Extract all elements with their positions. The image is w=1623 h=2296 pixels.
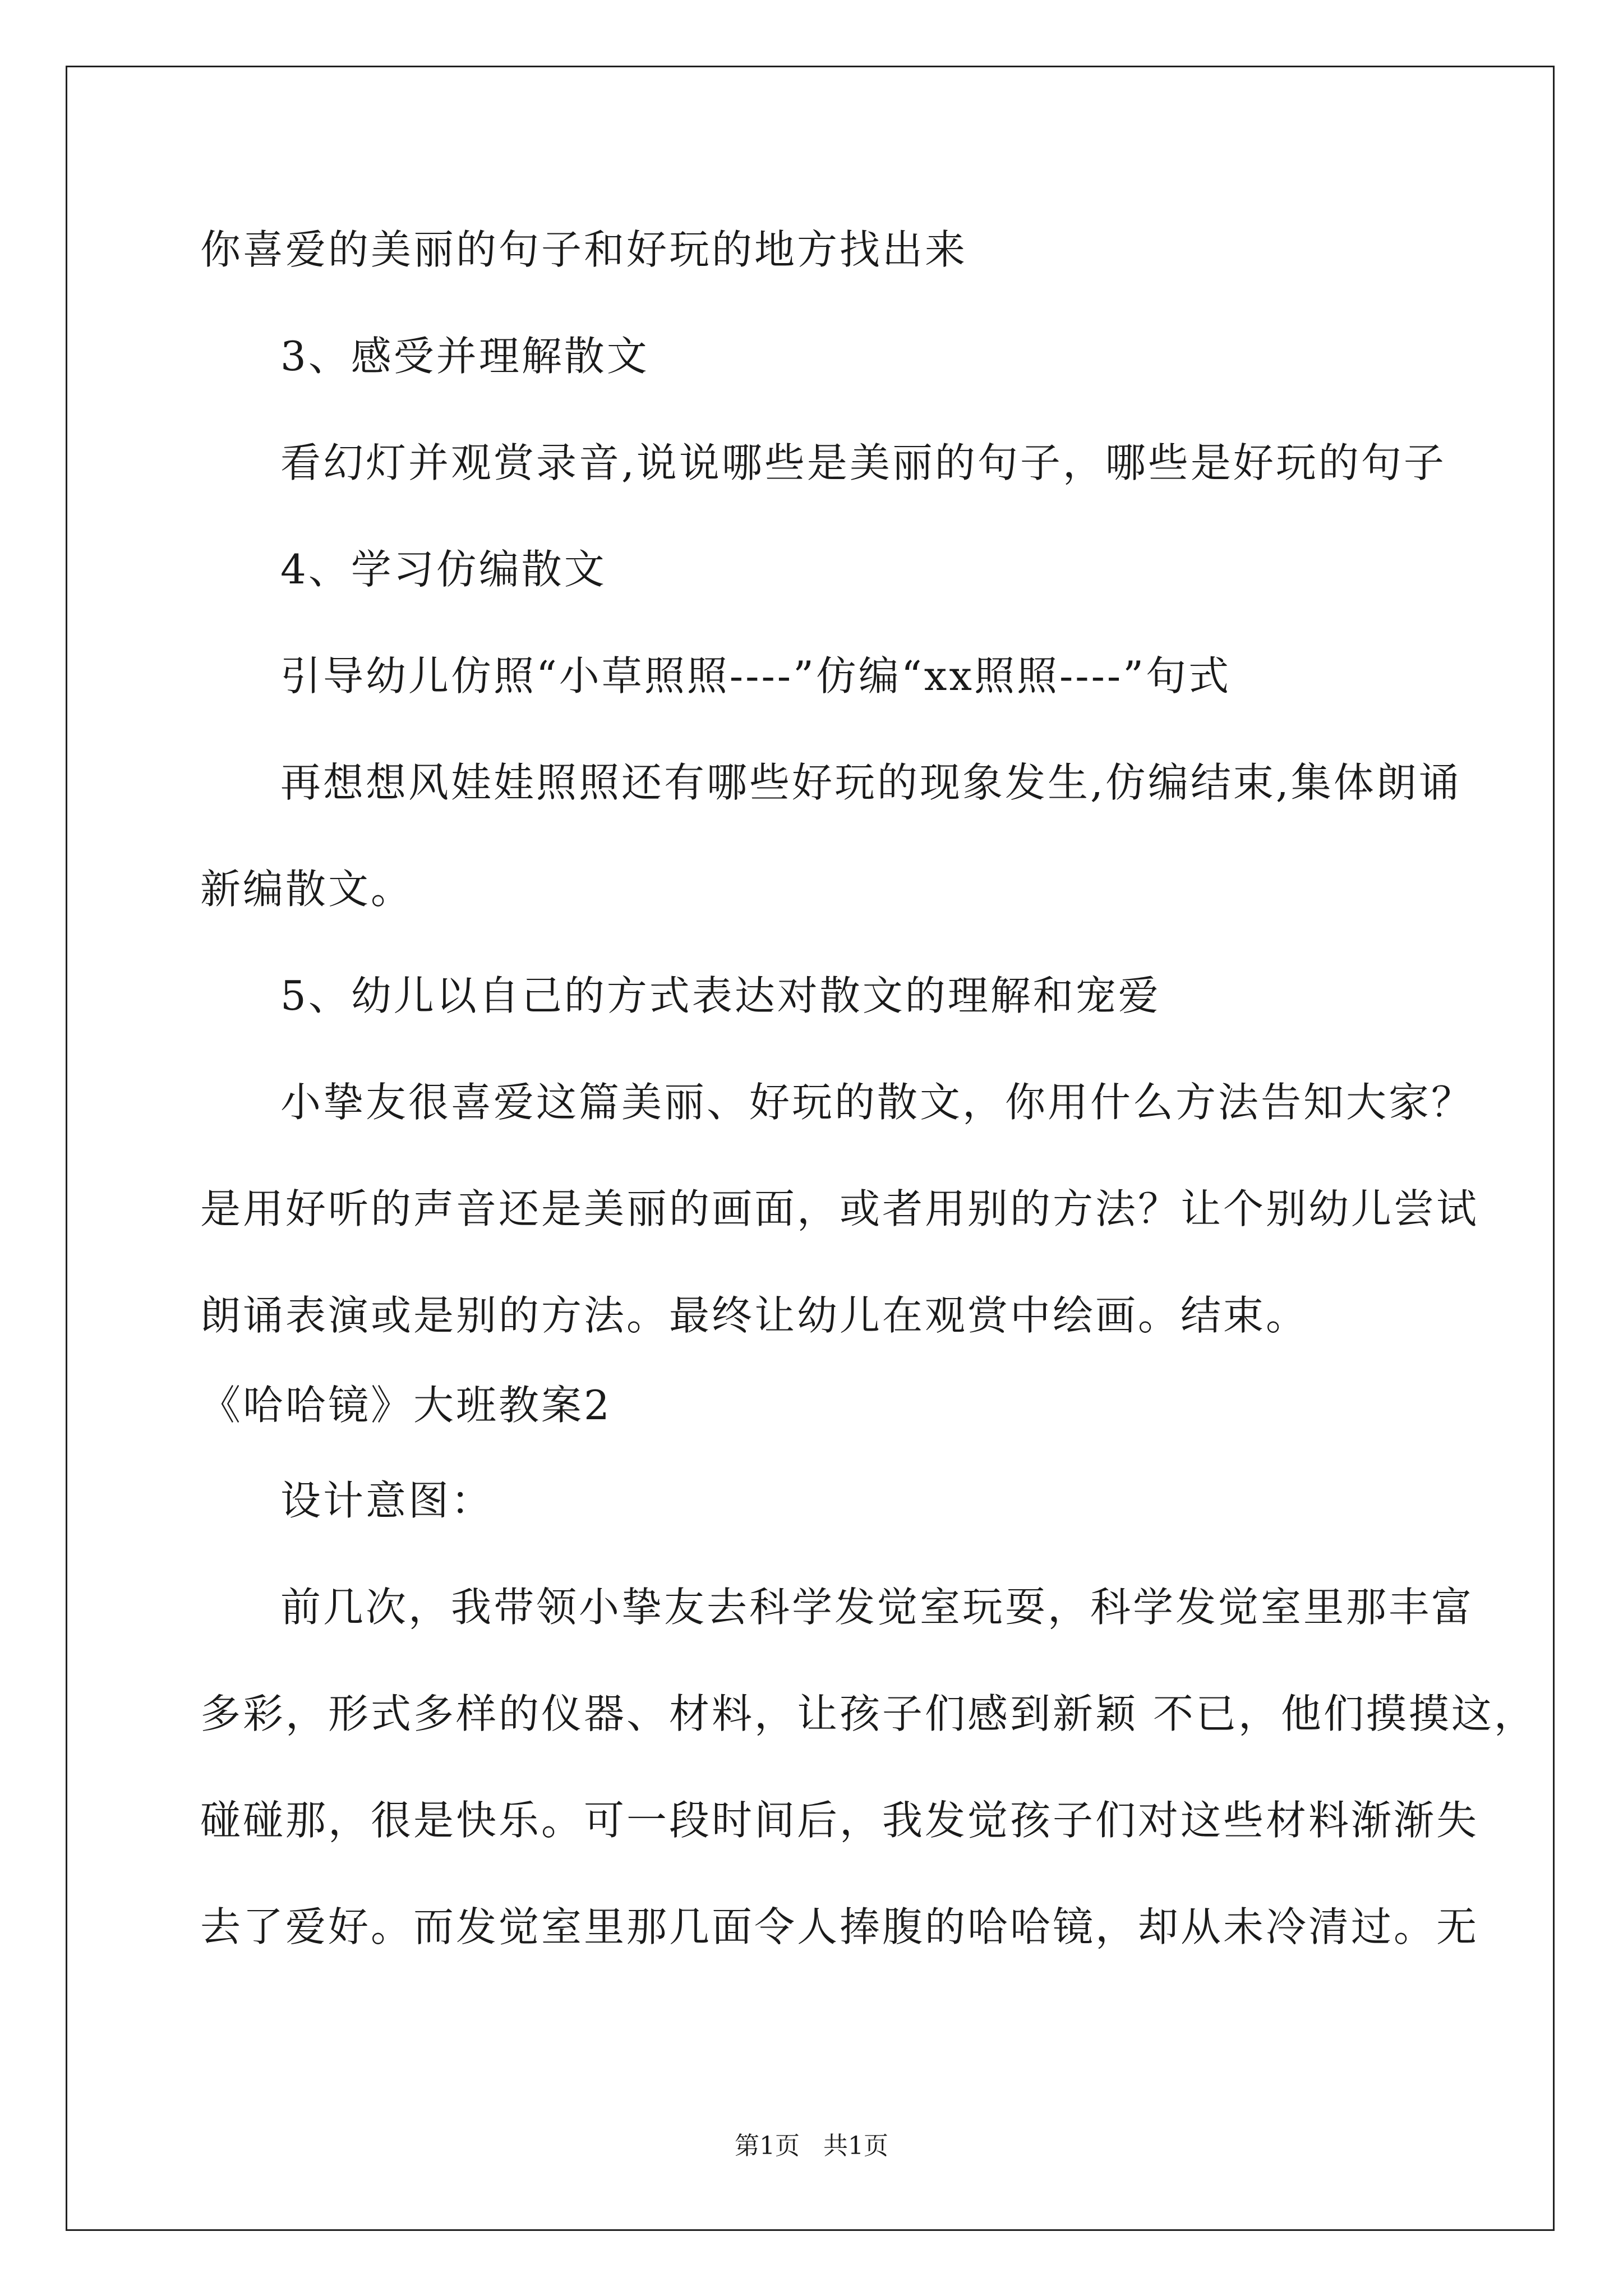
body-line-1: 你喜爱的美丽的句子和好玩的地方找出来	[200, 226, 968, 273]
lesson-plan-title: 《哈哈镜》大班教案2	[200, 1382, 612, 1429]
body-line-16: 碰碰那，很是快乐。可一段时间后，我发觉孩子们对这些材料渐渐失	[200, 1797, 1479, 1844]
body-line-5: 引导幼儿仿照“小草照照----”仿编“xx照照----”句式	[280, 652, 1232, 700]
page-number-footer: 第1页 共1页	[735, 2132, 888, 2160]
body-line-17: 去了爱好。而发觉室里那几面令人捧腹的哈哈镜，却从未冷清过。无	[200, 1903, 1479, 1950]
section-heading-4: 4、学习仿编散文	[280, 546, 607, 593]
body-line-6: 再想想风娃娃照照还有哪些好玩的现象发生,仿编结束,集体朗诵	[280, 759, 1461, 806]
section-heading-3: 3、感受并理解散文	[280, 333, 649, 380]
body-line-3: 看幻灯并观赏录音,说说哪些是美丽的句子，哪些是好玩的句子	[280, 439, 1446, 486]
body-line-15: 多彩，形式多样的仪器、材料，让孩子们感到新颖 不已，他们摸摸这，	[200, 1690, 1537, 1737]
body-line-9: 小挚友很喜爱这篇美丽、好玩的散文，你用什么方法告知大家？	[280, 1079, 1474, 1126]
body-line-7: 新编散文。	[200, 866, 414, 913]
body-line-10: 是用好听的声音还是美丽的画面，或者用别的方法？让个别幼儿尝试	[200, 1185, 1479, 1232]
body-line-14: 前几次，我带领小挚友去科学发觉室玩耍，科学发觉室里那丰富	[280, 1584, 1474, 1631]
design-intent-label: 设计意图：	[280, 1477, 494, 1524]
section-heading-5: 5、幼儿以自己的方式表达对散文的理解和宠爱	[280, 972, 1161, 1019]
body-line-11: 朗诵表演或是别的方法。最终让幼儿在观赏中绘画。结束。	[200, 1292, 1309, 1339]
